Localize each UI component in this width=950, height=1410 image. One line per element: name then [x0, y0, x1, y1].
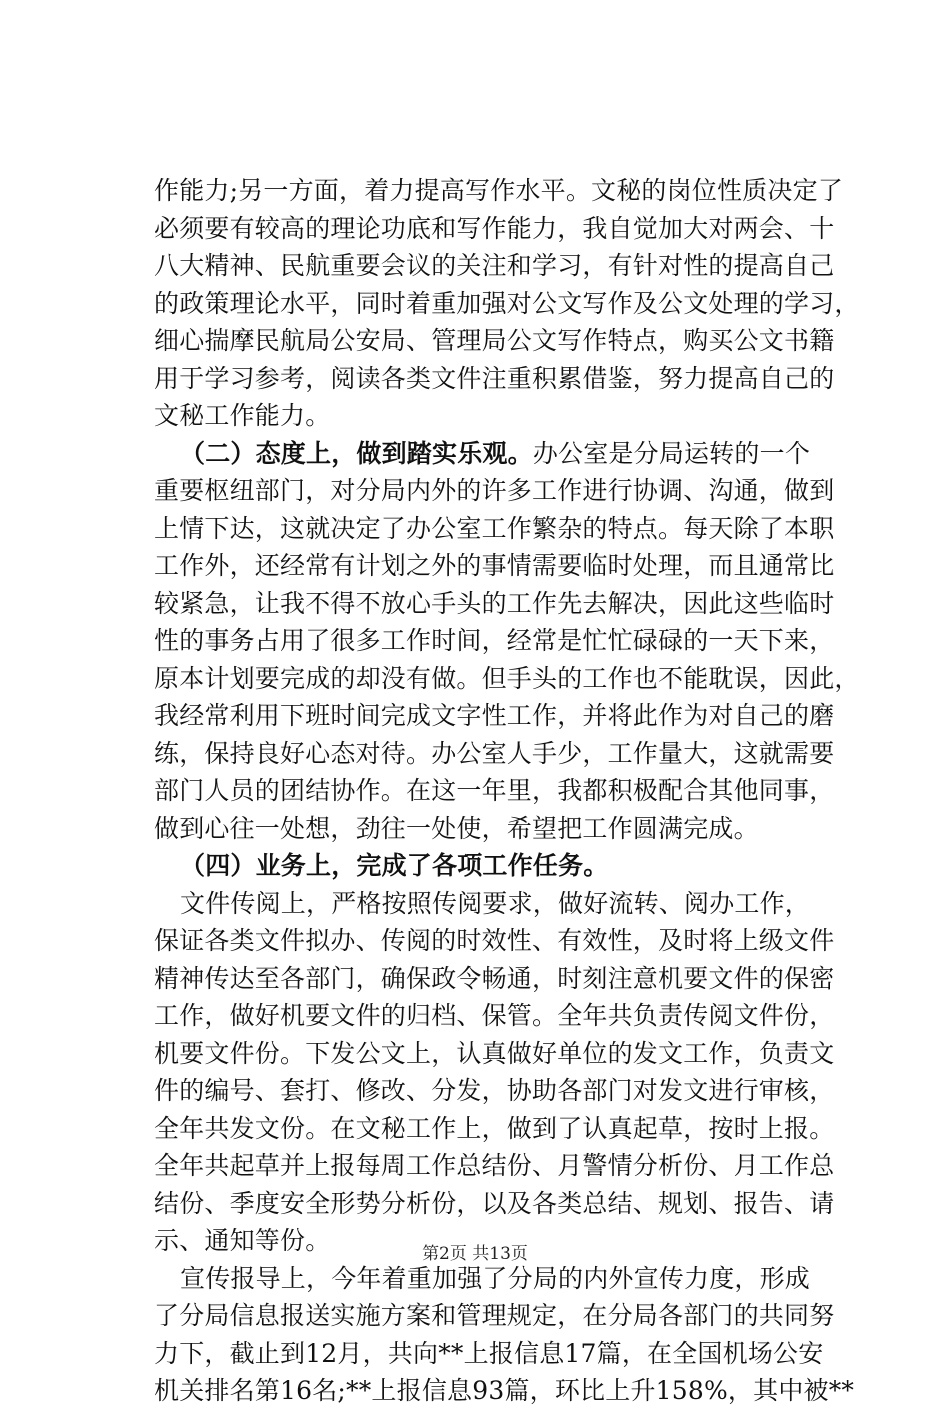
text-line: 力下，截止到12月，共向**上报信息17篇，在全国机场公安 [154, 1338, 824, 1368]
text-line: 结份、季度安全形势分析份，以及各类总结、规划、报告、请 [154, 1188, 835, 1218]
paragraph-line-with-heading [154, 435, 844, 473]
text-line: 部门人员的团结协作。在这一年里，我都积极配合其他同事， [154, 776, 835, 805]
text-line: 用于学习参考，阅读各类文件注重积累借鉴，努力提高自己的 [154, 363, 835, 393]
text-span: 办公室是分局运转的一个 [532, 438, 811, 468]
text-line: 件的编号、套打、修改、分发，协助各部门对发文进行审核， [154, 1076, 835, 1105]
text-line: 宣传报导上，今年着重加强了分局的内外宣传力度，形成 [180, 1263, 811, 1293]
text-line: 全年共发文份。在文秘工作上，做到了认真起草，按时上报。 [154, 1113, 835, 1143]
text-line: 做到心往一处想，劲往一处使，希望把工作圆满完成。 [154, 813, 759, 843]
text-line: 的政策理论水平，同时着重加强对公文写作及公文处理的学习， [154, 288, 860, 318]
text-line: 工作，做好机要文件的归档、保管。全年共负责传阅文件份， [154, 1001, 835, 1030]
text-line: 必须要有较高的理论功底和写作能力，我自觉加大对两会、十 [154, 213, 835, 243]
text-line: 上情下达，这就决定了办公室工作繁杂的特点。每天除了本职 [154, 513, 835, 543]
text-line: 我经常利用下班时间完成文字性工作，并将此作为对自己的磨 [154, 701, 835, 730]
text-line: 练，保持良好心态对待。办公室人手少，工作量大，这就需要 [154, 738, 835, 768]
text-line: 性的事务占用了很多工作时间，经常是忙忙碌碌的一天下来， [154, 626, 835, 655]
section-heading: （四）业务上，完成了各项工作任务。 [180, 851, 609, 880]
text-line: 八大精神、民航重要会议的关注和学习，有针对性的提高自己 [154, 251, 835, 280]
text-line: 较紧急，让我不得不放心手头的工作先去解决，因此这些临时 [154, 588, 835, 618]
text-line: 原本计划要完成的却没有做。但手头的工作也不能耽误，因此， [154, 663, 860, 693]
text-line: 示、通知等份。 [154, 1226, 331, 1255]
text-line: 机要文件份。下发公文上，认真做好单位的发文工作，负责文 [154, 1038, 835, 1068]
text-line: 精神传达至各部门，确保政令畅通，时刻注意机要文件的保密 [154, 963, 835, 993]
text-line: 全年共起草并上报每周工作总结份、月警情分析份、月工作总 [154, 1151, 835, 1180]
document-body [154, 172, 860, 1410]
text-line: 保证各类文件拟办、传阅的时效性、有效性，及时将上级文件 [154, 926, 835, 955]
text-line: 文件传阅上，严格按照传阅要求，做好流转、阅办工作， [180, 888, 811, 918]
text-line: 作能力;另一方面，着力提高写作水平。文秘的岗位性质决定了 [154, 176, 844, 205]
text-line: 文秘工作能力。 [154, 401, 331, 430]
text-line: 机关排名第16名;**上报信息93篇，环比上升158%，其中被** [154, 1376, 855, 1405]
page-footer: 第2页 共13页 [422, 1244, 528, 1264]
section-heading: （二）态度上，做到踏实乐观。 [180, 438, 533, 468]
text-line: 细心揣摩民航局公安局、管理局公文写作特点，购买公文书籍 [154, 326, 835, 355]
text-line: 了分局信息报送实施方案和管理规定，在分局各部门的共同努 [154, 1301, 835, 1330]
text-line: 工作外，还经常有计划之外的事情需要临时处理，而且通常比 [154, 551, 835, 580]
text-line: 重要枢纽部门，对分局内外的许多工作进行协调、沟通，做到 [154, 476, 835, 505]
